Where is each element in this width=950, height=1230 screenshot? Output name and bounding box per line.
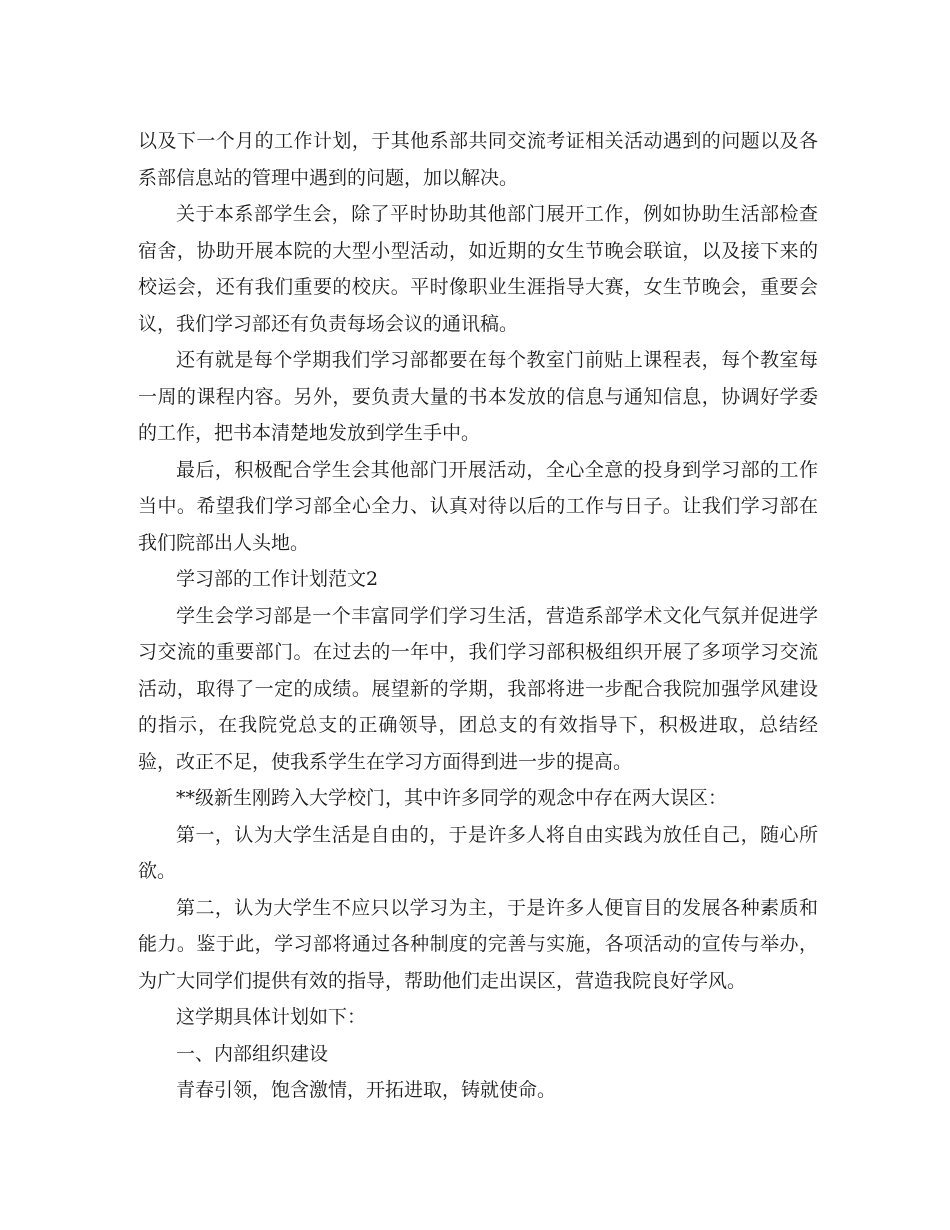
subsection-heading: 一、内部组织建设 [176, 1042, 329, 1065]
paragraph: 以及下一个月的工作计划，于其他系部共同交流考证相关活动遇到的问题以及各系部信息站的管理中遇到的问题，加以解决。 [138, 130, 818, 189]
paragraph: 最后，积极配合学生会其他部门开展活动，全心全意的投身到学习部的工作当中。希望我们学习部全心全力、认真对待以后的工作与日子。让我们学习部在我们院部出人头地。 [138, 458, 818, 554]
paragraph: 关于本系部学生会，除了平时协助其他部门展开工作，例如协助生活部检查宿舍，协助开展本院的大型小型活动，如近期的女生节晚会联谊，以及接下来的校运会，还有我们重要的校庆。平时像职业生涯指导大赛，女生节晚会，重要会议，我们学习部还有负责每场会议的通讯稿。 [138, 203, 818, 335]
section-heading: 学习部的工作计划范文2 [176, 568, 379, 590]
paragraph: 青春引领，饱含激情，开拓进取，铸就使命。 [176, 1079, 557, 1101]
document-body [138, 123, 818, 1109]
paragraph: 第一，认为大学生活是自由的，于是许多人将自由实践为放任自己，随心所欲。 [138, 823, 818, 882]
paragraph: **级新生刚跨入大学校门，其中许多同学的观念中存在两大误区： [176, 787, 728, 809]
paragraph: 学生会学习部是一个丰富同学们学习生活，营造系部学术文化气氛并促进学习交流的重要部门。在过去的一年中，我们学习部积极组织开展了多项学习交流活动，取得了一定的成绩。展望新的学期，我部将进一步配合我院加强学风建设的指示，在我院党总支的正确领导，团总支的有效指导下，积极进取，总结经验，改正不足，使我系学生在学习方面得到进一步的提高。 [138, 604, 818, 773]
paragraph: 第二，认为大学生不应只以学习为主，于是许多人便盲目的发展各种素质和能力。鉴于此，学习部将通过各种制度的完善与实施，各项活动的宣传与举办，为广大同学们提供有效的指导，帮助他们走出误区，营造我院良好学风。 [138, 896, 818, 992]
paragraph: 还有就是每个学期我们学习部都要在每个教室门前贴上课程表，每个教室每一周的课程内容。另外，要负责大量的书本发放的信息与通知信息，协调好学委的工作，把书本清楚地发放到学生手中。 [138, 349, 818, 444]
paragraph: 这学期具体计划如下： [176, 1006, 367, 1028]
